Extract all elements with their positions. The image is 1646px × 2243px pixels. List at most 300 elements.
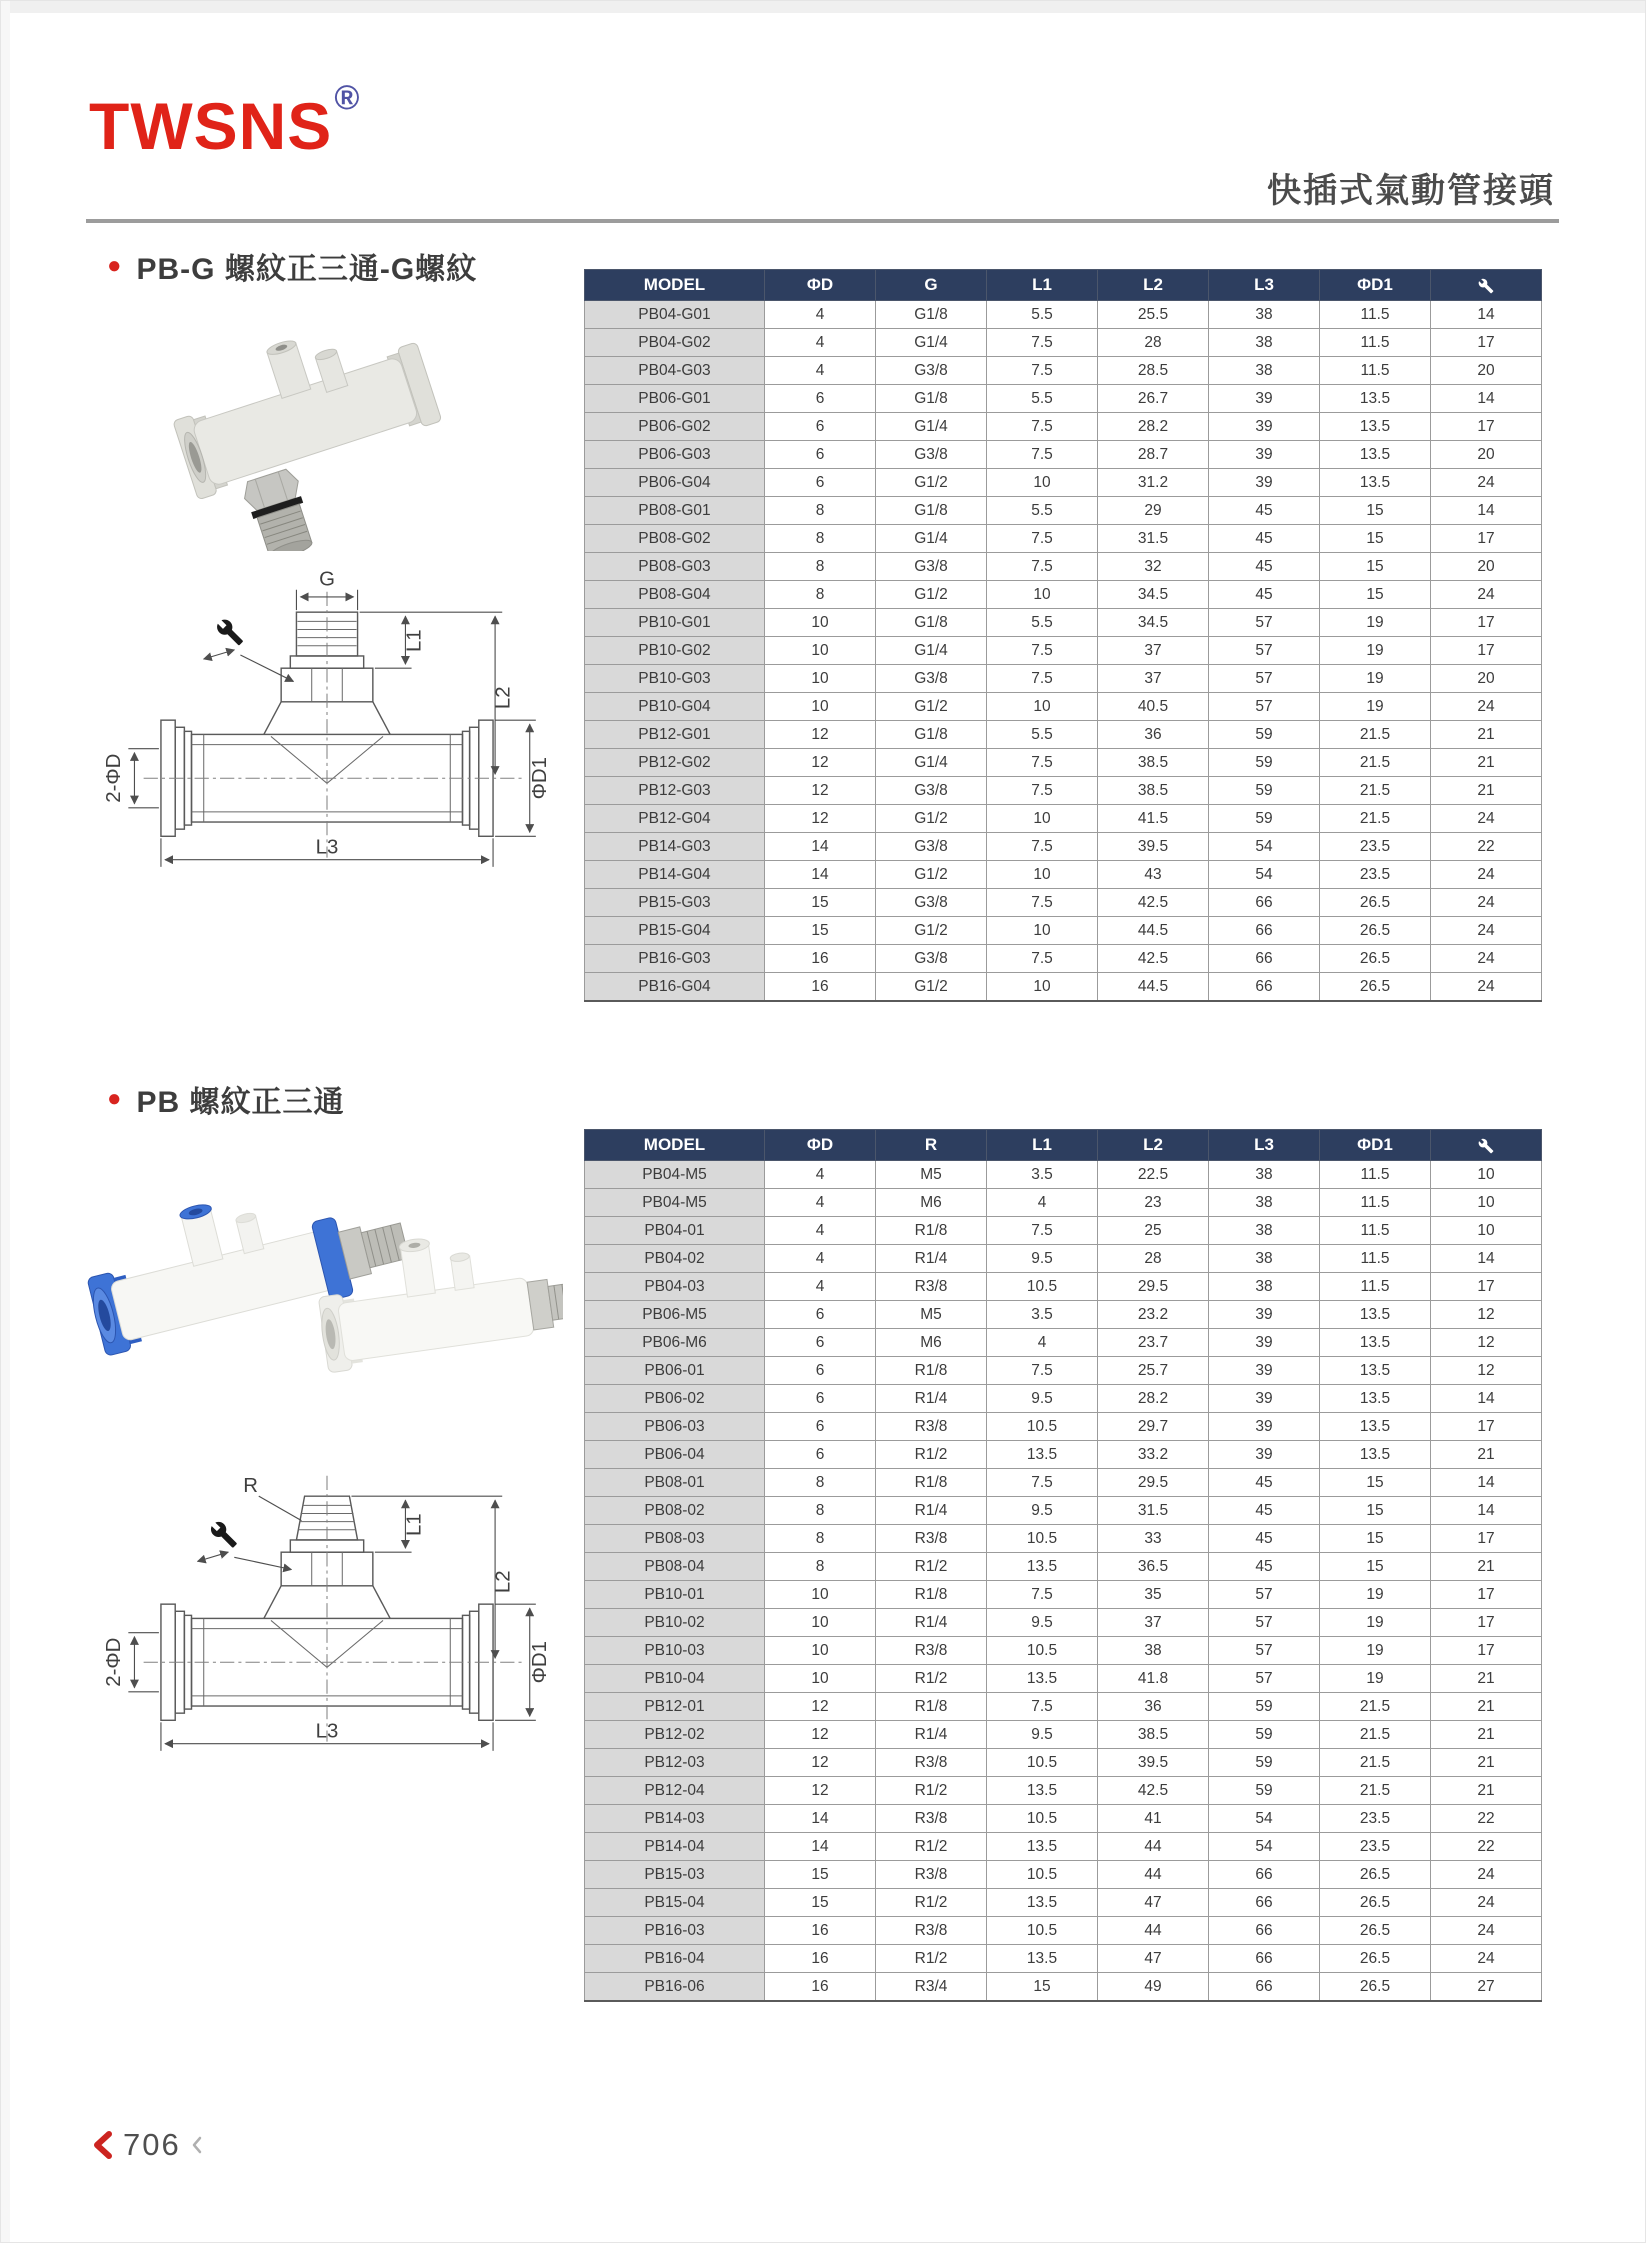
value-cell: 12: [765, 805, 876, 833]
value-cell: M6: [876, 1189, 987, 1217]
value-cell: 16: [765, 945, 876, 973]
column-header: L3: [1209, 1130, 1320, 1161]
value-cell: 33.2: [1098, 1441, 1209, 1469]
value-cell: 26.5: [1320, 1861, 1431, 1889]
value-cell: 17: [1431, 1609, 1542, 1637]
value-cell: G3/8: [876, 945, 987, 973]
value-cell: R1/4: [876, 1721, 987, 1749]
value-cell: 23.2: [1098, 1301, 1209, 1329]
table-row: [585, 1637, 1542, 1665]
value-cell: 4: [765, 357, 876, 385]
table-row: [585, 1413, 1542, 1441]
value-cell: 5.5: [987, 385, 1098, 413]
value-cell: 21.5: [1320, 777, 1431, 805]
value-cell: 66: [1209, 1973, 1320, 2002]
value-cell: G1/4: [876, 525, 987, 553]
value-cell: 8: [765, 497, 876, 525]
value-cell: G1/2: [876, 861, 987, 889]
table-row: [585, 1441, 1542, 1469]
value-cell: 13.5: [987, 1665, 1098, 1693]
value-cell: 4: [765, 329, 876, 357]
dim-label-d: 2-ΦD: [103, 1637, 126, 1687]
value-cell: 24: [1431, 861, 1542, 889]
value-cell: R1/2: [876, 1777, 987, 1805]
wrench-icon: [217, 620, 243, 646]
model-cell: PB12-G02: [585, 749, 765, 777]
model-cell: PB12-02: [585, 1721, 765, 1749]
value-cell: R3/8: [876, 1917, 987, 1945]
section-1-title: [107, 244, 477, 288]
value-cell: 5.5: [987, 497, 1098, 525]
value-cell: 47: [1098, 1945, 1209, 1973]
model-cell: PB16-04: [585, 1945, 765, 1973]
value-cell: M5: [876, 1161, 987, 1189]
value-cell: 10.5: [987, 1525, 1098, 1553]
value-cell: 38.5: [1098, 1721, 1209, 1749]
product-photo-pb: [81, 1143, 563, 1445]
value-cell: G3/8: [876, 833, 987, 861]
model-cell: PB14-G04: [585, 861, 765, 889]
value-cell: 26.5: [1320, 1945, 1431, 1973]
value-cell: 24: [1431, 805, 1542, 833]
table-row: [585, 301, 1542, 329]
model-cell: PB04-02: [585, 1245, 765, 1273]
model-cell: PB12-04: [585, 1777, 765, 1805]
column-header: ΦD1: [1320, 1130, 1431, 1161]
value-cell: G3/8: [876, 665, 987, 693]
value-cell: 45: [1209, 497, 1320, 525]
value-cell: 7.5: [987, 553, 1098, 581]
value-cell: 41.8: [1098, 1665, 1209, 1693]
value-cell: 22.5: [1098, 1161, 1209, 1189]
value-cell: 39: [1209, 1385, 1320, 1413]
value-cell: 39: [1209, 441, 1320, 469]
value-cell: 57: [1209, 1581, 1320, 1609]
value-cell: R3/8: [876, 1861, 987, 1889]
value-cell: 59: [1209, 749, 1320, 777]
value-cell: 37: [1098, 1609, 1209, 1637]
model-cell: PB14-G03: [585, 833, 765, 861]
value-cell: 10: [765, 637, 876, 665]
value-cell: 12: [765, 1693, 876, 1721]
model-cell: PB16-03: [585, 1917, 765, 1945]
value-cell: 38: [1209, 1217, 1320, 1245]
value-cell: 16: [765, 1917, 876, 1945]
value-cell: G1/2: [876, 581, 987, 609]
value-cell: 21: [1431, 749, 1542, 777]
table-row: [585, 1273, 1542, 1301]
model-cell: PB10-01: [585, 1581, 765, 1609]
value-cell: 19: [1320, 1637, 1431, 1665]
value-cell: 15: [1320, 525, 1431, 553]
value-cell: 13.5: [1320, 1329, 1431, 1357]
value-cell: 19: [1320, 693, 1431, 721]
value-cell: 19: [1320, 1581, 1431, 1609]
model-cell: PB14-04: [585, 1833, 765, 1861]
value-cell: 47: [1098, 1889, 1209, 1917]
value-cell: 34.5: [1098, 581, 1209, 609]
value-cell: 6: [765, 441, 876, 469]
value-cell: 17: [1431, 637, 1542, 665]
value-cell: 27: [1431, 1973, 1542, 2002]
dim-label-l1: L1: [403, 1513, 426, 1537]
value-cell: 21.5: [1320, 805, 1431, 833]
value-cell: 23: [1098, 1189, 1209, 1217]
value-cell: 57: [1209, 1665, 1320, 1693]
model-cell: PB16-06: [585, 1973, 765, 2002]
value-cell: 10: [1431, 1189, 1542, 1217]
page-edge: [1, 1, 1645, 13]
value-cell: R1/2: [876, 1553, 987, 1581]
value-cell: 21.5: [1320, 721, 1431, 749]
value-cell: G1/2: [876, 973, 987, 1002]
value-cell: 4: [765, 1217, 876, 1245]
value-cell: 49: [1098, 1973, 1209, 2002]
value-cell: 66: [1209, 1889, 1320, 1917]
value-cell: 10: [765, 609, 876, 637]
value-cell: 43: [1098, 861, 1209, 889]
value-cell: 24: [1431, 469, 1542, 497]
value-cell: 8: [765, 525, 876, 553]
table-header-row: [585, 270, 1542, 301]
table-row: [585, 1945, 1542, 1973]
value-cell: 38.5: [1098, 749, 1209, 777]
value-cell: 38: [1209, 301, 1320, 329]
value-cell: 37: [1098, 665, 1209, 693]
value-cell: 21.5: [1320, 1777, 1431, 1805]
registered-trademark-icon: ®: [334, 79, 360, 117]
value-cell: 12: [765, 1749, 876, 1777]
value-cell: 44.5: [1098, 917, 1209, 945]
value-cell: 66: [1209, 973, 1320, 1002]
value-cell: 45: [1209, 525, 1320, 553]
value-cell: 21: [1431, 1777, 1542, 1805]
value-cell: 14: [1431, 385, 1542, 413]
value-cell: 38.5: [1098, 777, 1209, 805]
value-cell: 57: [1209, 1637, 1320, 1665]
table-row: [585, 1665, 1542, 1693]
value-cell: 22: [1431, 1805, 1542, 1833]
value-cell: 23.7: [1098, 1329, 1209, 1357]
value-cell: 45: [1209, 1497, 1320, 1525]
value-cell: 23.5: [1320, 833, 1431, 861]
value-cell: 28.5: [1098, 357, 1209, 385]
value-cell: 39: [1209, 1357, 1320, 1385]
chevron-left-red-icon: [93, 2131, 113, 2159]
value-cell: 14: [765, 1805, 876, 1833]
value-cell: 11.5: [1320, 1161, 1431, 1189]
table-row: [585, 1497, 1542, 1525]
value-cell: 10: [1431, 1217, 1542, 1245]
value-cell: 10: [765, 693, 876, 721]
value-cell: 17: [1431, 329, 1542, 357]
value-cell: 45: [1209, 1469, 1320, 1497]
value-cell: 19: [1320, 1665, 1431, 1693]
value-cell: 11.5: [1320, 301, 1431, 329]
value-cell: 15: [765, 917, 876, 945]
table-row: [585, 1301, 1542, 1329]
value-cell: 10: [987, 581, 1098, 609]
value-cell: 25: [1098, 1217, 1209, 1245]
value-cell: 17: [1431, 413, 1542, 441]
value-cell: 10.5: [987, 1861, 1098, 1889]
value-cell: 4: [987, 1329, 1098, 1357]
value-cell: 38: [1209, 1273, 1320, 1301]
value-cell: R3/8: [876, 1525, 987, 1553]
value-cell: 12: [765, 721, 876, 749]
column-header: L1: [987, 1130, 1098, 1161]
value-cell: 13.5: [987, 1945, 1098, 1973]
value-cell: 28.2: [1098, 1385, 1209, 1413]
value-cell: 6: [765, 1385, 876, 1413]
value-cell: 9.5: [987, 1721, 1098, 1749]
value-cell: G1/2: [876, 805, 987, 833]
value-cell: 29.7: [1098, 1413, 1209, 1441]
value-cell: 24: [1431, 693, 1542, 721]
table-row: [585, 833, 1542, 861]
dim-label-d: 2-ΦD: [103, 753, 126, 803]
value-cell: 21.5: [1320, 1749, 1431, 1777]
value-cell: 28: [1098, 329, 1209, 357]
value-cell: 31.5: [1098, 1497, 1209, 1525]
value-cell: 45: [1209, 1553, 1320, 1581]
value-cell: 38: [1209, 357, 1320, 385]
product-photo-pbg: [149, 299, 465, 551]
red-bullet-icon: ●: [107, 252, 123, 279]
value-cell: R1/2: [876, 1441, 987, 1469]
value-cell: 13.5: [987, 1441, 1098, 1469]
value-cell: 7.5: [987, 525, 1098, 553]
value-cell: 8: [765, 1525, 876, 1553]
column-header: ΦD: [765, 270, 876, 301]
value-cell: 7.5: [987, 637, 1098, 665]
value-cell: 19: [1320, 637, 1431, 665]
value-cell: 13.5: [1320, 1413, 1431, 1441]
value-cell: R3/8: [876, 1413, 987, 1441]
value-cell: 8: [765, 581, 876, 609]
value-cell: 5.5: [987, 609, 1098, 637]
value-cell: 39: [1209, 1301, 1320, 1329]
value-cell: 26.5: [1320, 889, 1431, 917]
value-cell: 24: [1431, 1917, 1542, 1945]
value-cell: 10.5: [987, 1637, 1098, 1665]
value-cell: 7.5: [987, 1217, 1098, 1245]
value-cell: 14: [1431, 1385, 1542, 1413]
value-cell: 39: [1209, 1329, 1320, 1357]
page-edge: [1, 1, 10, 2242]
value-cell: R1/2: [876, 1833, 987, 1861]
value-cell: 16: [765, 1973, 876, 2002]
section-2-title: [107, 1077, 345, 1121]
value-cell: 24: [1431, 945, 1542, 973]
value-cell: 45: [1209, 1525, 1320, 1553]
value-cell: 17: [1431, 1413, 1542, 1441]
table-row: [585, 693, 1542, 721]
value-cell: 12: [1431, 1301, 1542, 1329]
value-cell: 9.5: [987, 1245, 1098, 1273]
value-cell: 16: [765, 1945, 876, 1973]
value-cell: G1/8: [876, 385, 987, 413]
value-cell: 10.5: [987, 1273, 1098, 1301]
value-cell: 6: [765, 469, 876, 497]
table-row: [585, 637, 1542, 665]
value-cell: G1/4: [876, 637, 987, 665]
value-cell: 12: [765, 1777, 876, 1805]
value-cell: 19: [1320, 1609, 1431, 1637]
table-header-row: [585, 1130, 1542, 1161]
table-row: [585, 1357, 1542, 1385]
value-cell: 41: [1098, 1805, 1209, 1833]
value-cell: 11.5: [1320, 1189, 1431, 1217]
column-header: MODEL: [585, 270, 765, 301]
value-cell: 38: [1209, 1189, 1320, 1217]
value-cell: 13.5: [1320, 1357, 1431, 1385]
model-cell: PB06-G01: [585, 385, 765, 413]
value-cell: 6: [765, 1329, 876, 1357]
value-cell: 45: [1209, 553, 1320, 581]
value-cell: 26.5: [1320, 917, 1431, 945]
value-cell: 26.5: [1320, 973, 1431, 1002]
value-cell: 11.5: [1320, 1217, 1431, 1245]
value-cell: G3/8: [876, 889, 987, 917]
model-cell: PB04-01: [585, 1217, 765, 1245]
value-cell: 13.5: [987, 1553, 1098, 1581]
column-header: ΦD: [765, 1130, 876, 1161]
model-cell: PB10-04: [585, 1665, 765, 1693]
model-cell: PB10-G01: [585, 609, 765, 637]
value-cell: 7.5: [987, 329, 1098, 357]
value-cell: 26.5: [1320, 1973, 1431, 2002]
value-cell: 15: [1320, 1553, 1431, 1581]
value-cell: 66: [1209, 1917, 1320, 1945]
value-cell: 54: [1209, 1833, 1320, 1861]
value-cell: 42.5: [1098, 945, 1209, 973]
value-cell: 15: [1320, 1497, 1431, 1525]
dim-label-l1: L1: [403, 629, 426, 653]
value-cell: 7.5: [987, 833, 1098, 861]
value-cell: G1/8: [876, 497, 987, 525]
value-cell: 7.5: [987, 1581, 1098, 1609]
table-row: [585, 413, 1542, 441]
value-cell: 12: [765, 749, 876, 777]
model-cell: PB06-04: [585, 1441, 765, 1469]
model-cell: PB15-04: [585, 1889, 765, 1917]
value-cell: 10: [987, 917, 1098, 945]
value-cell: R1/2: [876, 1889, 987, 1917]
value-cell: 24: [1431, 1889, 1542, 1917]
value-cell: 59: [1209, 1777, 1320, 1805]
value-cell: 66: [1209, 945, 1320, 973]
value-cell: 21: [1431, 1441, 1542, 1469]
value-cell: 38: [1209, 1245, 1320, 1273]
value-cell: 23.5: [1320, 1833, 1431, 1861]
value-cell: 26.7: [1098, 385, 1209, 413]
table-row: [585, 1749, 1542, 1777]
value-cell: 25.7: [1098, 1357, 1209, 1385]
table-row: [585, 1833, 1542, 1861]
value-cell: 36.5: [1098, 1553, 1209, 1581]
value-cell: 13.5: [987, 1833, 1098, 1861]
column-header: ΦD1: [1320, 270, 1431, 301]
value-cell: 15: [1320, 553, 1431, 581]
dim-label-d1: ΦD1: [529, 757, 552, 800]
value-cell: 25.5: [1098, 301, 1209, 329]
value-cell: 66: [1209, 1945, 1320, 1973]
value-cell: 11.5: [1320, 1245, 1431, 1273]
value-cell: 28.7: [1098, 441, 1209, 469]
value-cell: 13.5: [1320, 441, 1431, 469]
value-cell: 38: [1209, 1161, 1320, 1189]
value-cell: 7.5: [987, 749, 1098, 777]
value-cell: 4: [987, 1189, 1098, 1217]
value-cell: 16: [765, 973, 876, 1002]
model-cell: PB08-G03: [585, 553, 765, 581]
value-cell: 59: [1209, 721, 1320, 749]
value-cell: 5.5: [987, 301, 1098, 329]
column-header: L2: [1098, 270, 1209, 301]
value-cell: 7.5: [987, 945, 1098, 973]
table-row: [585, 1189, 1542, 1217]
column-header: MODEL: [585, 1130, 765, 1161]
dim-label-l2: L2: [492, 1570, 515, 1594]
dim-label-d1: ΦD1: [529, 1641, 552, 1684]
value-cell: 8: [765, 1469, 876, 1497]
red-bullet-icon: ●: [107, 1085, 123, 1112]
table-row: [585, 1161, 1542, 1189]
value-cell: 39: [1209, 469, 1320, 497]
value-cell: 10: [1431, 1161, 1542, 1189]
value-cell: 10: [765, 1581, 876, 1609]
value-cell: 39: [1209, 1413, 1320, 1441]
value-cell: 38: [1209, 329, 1320, 357]
model-cell: PB12-G03: [585, 777, 765, 805]
column-header: L1: [987, 270, 1098, 301]
value-cell: 57: [1209, 637, 1320, 665]
value-cell: G1/2: [876, 917, 987, 945]
value-cell: 5.5: [987, 721, 1098, 749]
value-cell: 24: [1431, 889, 1542, 917]
value-cell: G1/2: [876, 693, 987, 721]
value-cell: 21.5: [1320, 1721, 1431, 1749]
value-cell: 66: [1209, 1861, 1320, 1889]
value-cell: 4: [765, 301, 876, 329]
value-cell: 8: [765, 1553, 876, 1581]
value-cell: 34.5: [1098, 609, 1209, 637]
table-row: [585, 329, 1542, 357]
value-cell: 44: [1098, 1861, 1209, 1889]
value-cell: 59: [1209, 1693, 1320, 1721]
value-cell: 14: [765, 1833, 876, 1861]
value-cell: 12: [1431, 1357, 1542, 1385]
page-footer: [93, 2127, 203, 2163]
model-cell: PB04-G02: [585, 329, 765, 357]
value-cell: 59: [1209, 1749, 1320, 1777]
value-cell: 39: [1209, 385, 1320, 413]
wrench-icon: [211, 1522, 237, 1548]
value-cell: 4: [765, 1273, 876, 1301]
model-cell: PB15-G04: [585, 917, 765, 945]
value-cell: 6: [765, 1301, 876, 1329]
value-cell: 11.5: [1320, 357, 1431, 385]
value-cell: 15: [765, 1889, 876, 1917]
value-cell: 28: [1098, 1245, 1209, 1273]
table-row: [585, 721, 1542, 749]
table-row: [585, 1889, 1542, 1917]
model-cell: PB04-M5: [585, 1161, 765, 1189]
value-cell: 17: [1431, 609, 1542, 637]
column-header: G: [876, 270, 987, 301]
value-cell: 3.5: [987, 1161, 1098, 1189]
